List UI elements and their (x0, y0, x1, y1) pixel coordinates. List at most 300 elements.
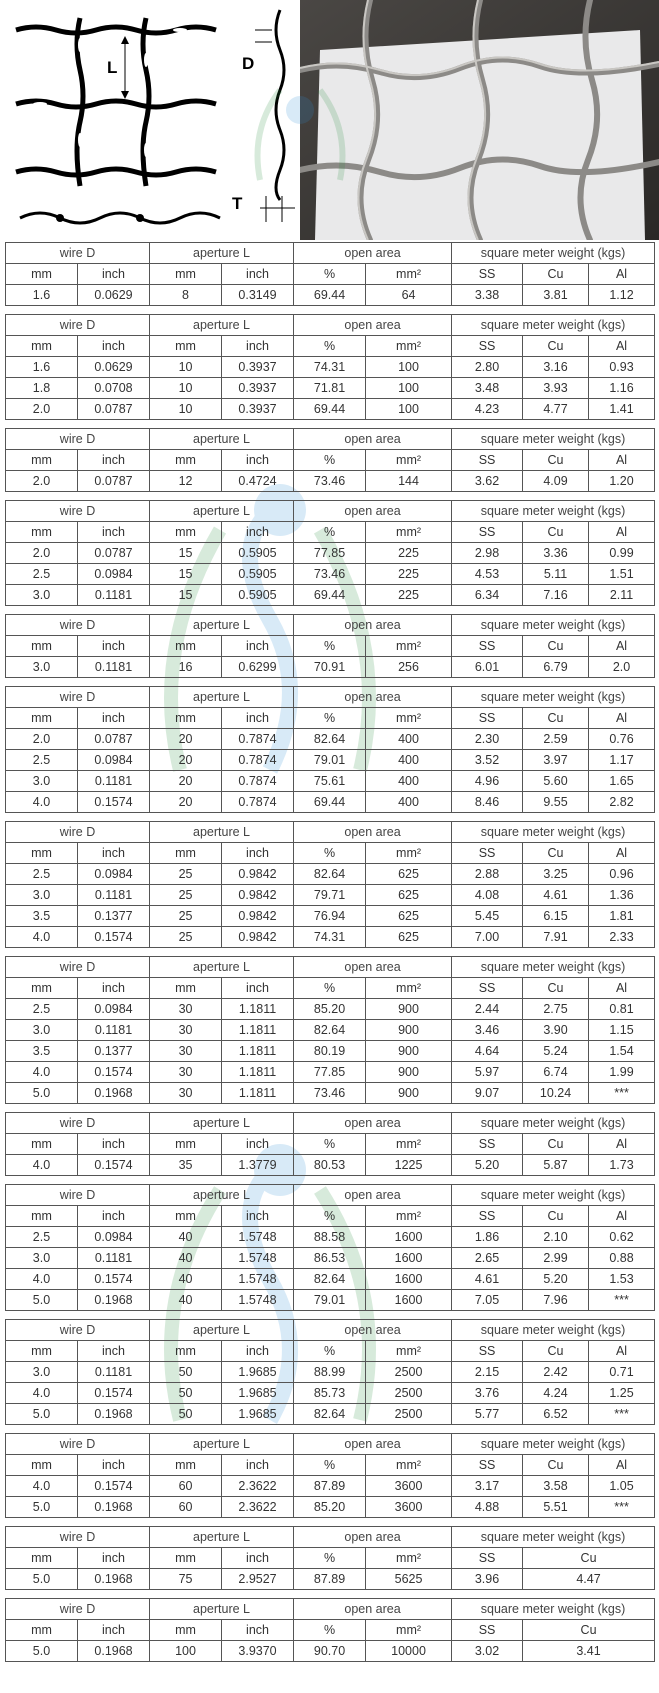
cell-weight-ss: 3.02 (452, 1641, 523, 1662)
unit-header-pct: % (294, 1455, 366, 1476)
cell-weight-ss: 7.05 (452, 1290, 523, 1311)
unit-header-cu: Cu (523, 1620, 655, 1641)
cell-aperture-mm: 15 (150, 585, 222, 606)
cell-wire-inch: 0.1968 (78, 1641, 150, 1662)
cell-weight-ss: 5.45 (452, 906, 523, 927)
cell-aperture-inch: 1.1811 (222, 1083, 294, 1104)
cell-open-area-mm2: 625 (366, 885, 452, 906)
cell-weight-cu: 3.90 (523, 1020, 589, 1041)
spec-table (5, 1526, 655, 1590)
cell-weight-cu: 2.42 (523, 1362, 589, 1383)
unit-header-al: Al (589, 450, 655, 471)
unit-header-pct: % (294, 1620, 366, 1641)
cell-weight-ss: 3.48 (452, 378, 523, 399)
unit-header-row (6, 1134, 655, 1155)
cell-open-area-pct: 80.19 (294, 1041, 366, 1062)
cell-weight-al: 2.11 (589, 585, 655, 606)
unit-header-ss: SS (452, 1341, 523, 1362)
cell-aperture-inch: 0.5905 (222, 543, 294, 564)
cell-open-area-mm2: 256 (366, 657, 452, 678)
cell-aperture-mm: 40 (150, 1290, 222, 1311)
cell-weight-al: 1.53 (589, 1269, 655, 1290)
cell-wire-mm: 4.0 (6, 1269, 78, 1290)
cell-wire-inch: 0.1574 (78, 1269, 150, 1290)
unit-header-inch: inch (222, 336, 294, 357)
cell-open-area-mm2: 2500 (366, 1362, 452, 1383)
cell-wire-mm: 3.0 (6, 585, 78, 606)
cell-weight-cu: 5.51 (523, 1497, 589, 1518)
cell-open-area-pct: 73.46 (294, 564, 366, 585)
cell-aperture-inch: 0.6299 (222, 657, 294, 678)
cell-wire-mm: 4.0 (6, 792, 78, 813)
cell-aperture-mm: 8 (150, 285, 222, 306)
cell-aperture-inch: 1.1811 (222, 1062, 294, 1083)
unit-header-al: Al (589, 264, 655, 285)
unit-header-inch: inch (222, 1548, 294, 1569)
unit-header-mm2: mm² (366, 522, 452, 543)
cell-weight-al: *** (589, 1083, 655, 1104)
cell-open-area-mm2: 5625 (366, 1569, 452, 1590)
cell-wire-inch: 0.1574 (78, 1476, 150, 1497)
cell-open-area-mm2: 625 (366, 927, 452, 948)
cell-weight-al: 1.36 (589, 885, 655, 906)
unit-header-mm: mm (6, 1206, 78, 1227)
unit-header-ss: SS (452, 708, 523, 729)
cell-wire-mm: 2.0 (6, 543, 78, 564)
cell-weight-cu: 3.81 (523, 285, 589, 306)
table-row (6, 564, 655, 585)
unit-header-mm: mm (6, 522, 78, 543)
cell-wire-inch: 0.1968 (78, 1290, 150, 1311)
aperture-group-header: aperture L (150, 501, 294, 522)
unit-header-al: Al (589, 1341, 655, 1362)
unit-header-mm: mm (6, 843, 78, 864)
weight-group-header: square meter weight (kgs) (452, 243, 655, 264)
cell-open-area-pct: 79.01 (294, 750, 366, 771)
unit-header-pct: % (294, 522, 366, 543)
aperture-group-header: aperture L (150, 429, 294, 450)
cell-open-area-pct: 85.73 (294, 1383, 366, 1404)
wire-mesh-photo (300, 0, 659, 240)
cell-wire-inch: 0.1574 (78, 792, 150, 813)
cell-wire-mm: 5.0 (6, 1404, 78, 1425)
unit-header-inch: inch (222, 1341, 294, 1362)
unit-header-al: Al (589, 708, 655, 729)
unit-header-inch: inch (78, 264, 150, 285)
table-row (6, 1041, 655, 1062)
unit-header-pct: % (294, 264, 366, 285)
group-header-row (6, 1320, 655, 1341)
unit-header-mm: mm (150, 843, 222, 864)
cell-weight-al: 1.81 (589, 906, 655, 927)
cell-aperture-mm: 10 (150, 357, 222, 378)
cell-weight-cu: 6.52 (523, 1404, 589, 1425)
cell-aperture-inch: 1.3779 (222, 1155, 294, 1176)
cell-weight-al: 1.73 (589, 1155, 655, 1176)
cell-aperture-inch: 0.9842 (222, 906, 294, 927)
cell-weight-ss: 3.76 (452, 1383, 523, 1404)
wire-group-header: wire D (6, 1113, 150, 1134)
cell-open-area-pct: 77.85 (294, 543, 366, 564)
cell-wire-mm: 3.0 (6, 1020, 78, 1041)
cell-open-area-pct: 69.44 (294, 285, 366, 306)
cell-wire-inch: 0.1181 (78, 1248, 150, 1269)
spec-table (5, 1319, 655, 1425)
wire-group-header: wire D (6, 687, 150, 708)
cell-weight-ss: 4.53 (452, 564, 523, 585)
cell-weight-ss: 4.64 (452, 1041, 523, 1062)
cell-aperture-mm: 75 (150, 1569, 222, 1590)
unit-header-mm2: mm² (366, 843, 452, 864)
unit-header-al: Al (589, 978, 655, 999)
cell-weight-al: 2.33 (589, 927, 655, 948)
table-separator (5, 306, 654, 314)
table-separator (5, 678, 654, 686)
cell-weight-al: 0.93 (589, 357, 655, 378)
wire-group-header: wire D (6, 822, 150, 843)
unit-header-ss: SS (452, 1548, 523, 1569)
unit-header-inch: inch (78, 336, 150, 357)
unit-header-al: Al (589, 522, 655, 543)
cell-open-area-mm2: 225 (366, 543, 452, 564)
wire-group-header: wire D (6, 1185, 150, 1206)
cell-wire-mm: 2.5 (6, 564, 78, 585)
cell-wire-inch: 0.1181 (78, 585, 150, 606)
cell-weight-ss: 4.96 (452, 771, 523, 792)
open-area-group-header: open area (294, 501, 452, 522)
cell-wire-inch: 0.0984 (78, 750, 150, 771)
weight-group-header: square meter weight (kgs) (452, 501, 655, 522)
cell-weight-cu: 5.87 (523, 1155, 589, 1176)
cell-wire-mm: 5.0 (6, 1083, 78, 1104)
unit-header-mm: mm (6, 636, 78, 657)
cell-open-area-mm2: 400 (366, 771, 452, 792)
cell-weight-ss: 3.62 (452, 471, 523, 492)
unit-header-mm: mm (6, 336, 78, 357)
open-area-group-header: open area (294, 822, 452, 843)
unit-header-mm2: mm² (366, 978, 452, 999)
table-row (6, 906, 655, 927)
cell-weight-ss: 3.96 (452, 1569, 523, 1590)
unit-header-inch: inch (78, 522, 150, 543)
wire-group-header: wire D (6, 615, 150, 636)
unit-header-row (6, 1620, 655, 1641)
cell-weight-al: 1.54 (589, 1041, 655, 1062)
cell-open-area-mm2: 1600 (366, 1269, 452, 1290)
spec-table (5, 242, 655, 306)
cell-weight-cu: 2.10 (523, 1227, 589, 1248)
cell-open-area-mm2: 400 (366, 750, 452, 771)
cell-open-area-pct: 76.94 (294, 906, 366, 927)
aperture-group-header: aperture L (150, 615, 294, 636)
unit-header-inch: inch (78, 708, 150, 729)
weight-group-header: square meter weight (kgs) (452, 429, 655, 450)
cell-wire-inch: 0.1181 (78, 1362, 150, 1383)
cell-open-area-pct: 87.89 (294, 1476, 366, 1497)
cell-weight-ss: 4.08 (452, 885, 523, 906)
cell-aperture-mm: 20 (150, 792, 222, 813)
unit-header-row (6, 1455, 655, 1476)
cell-weight-cu: 2.59 (523, 729, 589, 750)
unit-header-ss: SS (452, 1620, 523, 1641)
cell-open-area-mm2: 1600 (366, 1248, 452, 1269)
unit-header-cu: Cu (523, 1206, 589, 1227)
cell-open-area-mm2: 900 (366, 1062, 452, 1083)
table-row (6, 1476, 655, 1497)
cell-aperture-mm: 50 (150, 1383, 222, 1404)
cell-weight-cu: 2.99 (523, 1248, 589, 1269)
cell-aperture-mm: 50 (150, 1362, 222, 1383)
cell-weight-al: 0.96 (589, 864, 655, 885)
unit-header-row (6, 1548, 655, 1569)
table-separator (5, 1518, 654, 1526)
aperture-group-header: aperture L (150, 957, 294, 978)
mesh-photo-svg (300, 0, 659, 240)
cell-aperture-mm: 30 (150, 1020, 222, 1041)
cell-open-area-mm2: 400 (366, 792, 452, 813)
wire-group-header: wire D (6, 1527, 150, 1548)
cell-aperture-mm: 30 (150, 1041, 222, 1062)
group-header-row (6, 429, 655, 450)
unit-header-inch: inch (78, 450, 150, 471)
unit-header-row (6, 636, 655, 657)
cell-weight-al: 0.76 (589, 729, 655, 750)
aperture-group-header: aperture L (150, 1527, 294, 1548)
wire-group-header: wire D (6, 1599, 150, 1620)
cell-aperture-inch: 0.9842 (222, 927, 294, 948)
unit-header-inch: inch (78, 1620, 150, 1641)
cell-wire-mm: 3.0 (6, 657, 78, 678)
weight-group-header: square meter weight (kgs) (452, 315, 655, 336)
group-header-row (6, 822, 655, 843)
spec-table (5, 500, 655, 606)
spec-table (5, 686, 655, 813)
group-header-row (6, 1527, 655, 1548)
cell-weight-cu: 3.36 (523, 543, 589, 564)
unit-header-ss: SS (452, 1134, 523, 1155)
unit-header-inch: inch (78, 1206, 150, 1227)
cell-aperture-inch: 0.7874 (222, 729, 294, 750)
cell-aperture-mm: 30 (150, 999, 222, 1020)
weight-group-header: square meter weight (kgs) (452, 822, 655, 843)
cell-wire-inch: 0.1574 (78, 1155, 150, 1176)
unit-header-mm: mm (150, 1341, 222, 1362)
table-separator (5, 948, 654, 956)
cell-weight-cu: 2.75 (523, 999, 589, 1020)
cell-aperture-inch: 0.5905 (222, 564, 294, 585)
cell-aperture-inch: 1.9685 (222, 1404, 294, 1425)
cell-open-area-mm2: 64 (366, 285, 452, 306)
cell-aperture-mm: 30 (150, 1083, 222, 1104)
unit-header-mm2: mm² (366, 1548, 452, 1569)
cell-wire-mm: 4.0 (6, 1155, 78, 1176)
cell-aperture-inch: 1.1811 (222, 1041, 294, 1062)
cell-aperture-inch: 0.9842 (222, 885, 294, 906)
unit-header-mm2: mm² (366, 1206, 452, 1227)
unit-header-ss: SS (452, 1206, 523, 1227)
mesh-diagram-svg (0, 0, 300, 240)
cell-weight-ss: 3.17 (452, 1476, 523, 1497)
cell-open-area-pct: 77.85 (294, 1062, 366, 1083)
cell-weight-ss: 2.65 (452, 1248, 523, 1269)
cell-wire-inch: 0.0984 (78, 564, 150, 585)
open-area-group-header: open area (294, 429, 452, 450)
cell-open-area-mm2: 10000 (366, 1641, 452, 1662)
table-row (6, 543, 655, 564)
cell-weight-al: *** (589, 1497, 655, 1518)
group-header-row (6, 1434, 655, 1455)
unit-header-mm: mm (150, 336, 222, 357)
weight-group-header: square meter weight (kgs) (452, 1599, 655, 1620)
cell-weight-ss: 3.38 (452, 285, 523, 306)
cell-weight-cu: 4.09 (523, 471, 589, 492)
cell-weight-al: 1.41 (589, 399, 655, 420)
cell-open-area-pct: 79.71 (294, 885, 366, 906)
cell-open-area-pct: 82.64 (294, 1404, 366, 1425)
open-area-group-header: open area (294, 615, 452, 636)
cell-weight-al: 0.88 (589, 1248, 655, 1269)
cell-weight-al: 2.0 (589, 657, 655, 678)
table-row (6, 657, 655, 678)
specification-tables (5, 242, 654, 1662)
unit-header-mm: mm (6, 264, 78, 285)
cell-weight-ss: 9.07 (452, 1083, 523, 1104)
unit-header-mm: mm (6, 978, 78, 999)
cell-weight-ss: 3.46 (452, 1020, 523, 1041)
wire-diameter-label: D (242, 54, 255, 73)
unit-header-pct: % (294, 1206, 366, 1227)
cell-weight-cu: 5.11 (523, 564, 589, 585)
cell-aperture-mm: 40 (150, 1269, 222, 1290)
cell-aperture-mm: 25 (150, 864, 222, 885)
cell-weight-al: 1.20 (589, 471, 655, 492)
open-area-group-header: open area (294, 243, 452, 264)
unit-header-inch: inch (78, 1341, 150, 1362)
table-row (6, 1248, 655, 1269)
aperture-group-header: aperture L (150, 1113, 294, 1134)
spec-table (5, 1184, 655, 1311)
open-area-group-header: open area (294, 315, 452, 336)
cell-wire-inch: 0.0787 (78, 543, 150, 564)
table-row (6, 1290, 655, 1311)
crimped-mesh-diagram (0, 0, 300, 240)
unit-header-mm: mm (150, 450, 222, 471)
unit-header-mm: mm (150, 1548, 222, 1569)
unit-header-cu: Cu (523, 1341, 589, 1362)
cell-weight-ss: 2.80 (452, 357, 523, 378)
cell-aperture-mm: 15 (150, 564, 222, 585)
cell-weight-ss: 3.52 (452, 750, 523, 771)
cell-wire-inch: 0.0787 (78, 471, 150, 492)
cell-aperture-inch: 0.3937 (222, 399, 294, 420)
cell-aperture-mm: 10 (150, 378, 222, 399)
unit-header-mm2: mm² (366, 708, 452, 729)
weight-group-header: square meter weight (kgs) (452, 957, 655, 978)
cell-aperture-inch: 0.7874 (222, 792, 294, 813)
cell-weight-cu: 10.24 (523, 1083, 589, 1104)
unit-header-inch: inch (222, 1206, 294, 1227)
cell-open-area-pct: 80.53 (294, 1155, 366, 1176)
unit-header-mm2: mm² (366, 1341, 452, 1362)
unit-header-inch: inch (222, 1620, 294, 1641)
cell-aperture-inch: 1.9685 (222, 1383, 294, 1404)
cell-open-area-pct: 87.89 (294, 1569, 366, 1590)
unit-header-row (6, 264, 655, 285)
cell-open-area-mm2: 900 (366, 999, 452, 1020)
cell-weight-al: 1.15 (589, 1020, 655, 1041)
cell-wire-mm: 3.5 (6, 906, 78, 927)
cell-wire-mm: 2.5 (6, 1227, 78, 1248)
aperture-group-header: aperture L (150, 1434, 294, 1455)
cell-weight-al: 1.17 (589, 750, 655, 771)
unit-header-ss: SS (452, 450, 523, 471)
cell-aperture-inch: 0.3937 (222, 357, 294, 378)
cell-open-area-pct: 74.31 (294, 927, 366, 948)
cell-weight-cu: 6.79 (523, 657, 589, 678)
cell-weight-al: 0.81 (589, 999, 655, 1020)
unit-header-inch: inch (78, 636, 150, 657)
wire-group-header: wire D (6, 243, 150, 264)
unit-header-al: Al (589, 1206, 655, 1227)
cell-wire-inch: 0.0708 (78, 378, 150, 399)
table-row (6, 1497, 655, 1518)
unit-header-cu: Cu (523, 1548, 655, 1569)
cell-weight-cu: 3.93 (523, 378, 589, 399)
cell-aperture-mm: 20 (150, 750, 222, 771)
cell-open-area-pct: 70.91 (294, 657, 366, 678)
unit-header-row (6, 450, 655, 471)
table-row (6, 585, 655, 606)
unit-header-inch: inch (222, 843, 294, 864)
unit-header-cu: Cu (523, 708, 589, 729)
unit-header-pct: % (294, 1341, 366, 1362)
unit-header-mm: mm (6, 1620, 78, 1641)
wire-group-header: wire D (6, 501, 150, 522)
unit-header-inch: inch (78, 1134, 150, 1155)
cell-open-area-pct: 88.99 (294, 1362, 366, 1383)
table-separator (5, 1590, 654, 1598)
table-row (6, 1569, 655, 1590)
table-row (6, 771, 655, 792)
unit-header-mm: mm (6, 1455, 78, 1476)
cell-wire-inch: 0.0984 (78, 864, 150, 885)
cell-aperture-mm: 40 (150, 1227, 222, 1248)
unit-header-mm2: mm² (366, 450, 452, 471)
cell-wire-inch: 0.1181 (78, 885, 150, 906)
cell-wire-inch: 0.1968 (78, 1569, 150, 1590)
cell-wire-mm: 3.0 (6, 885, 78, 906)
cell-aperture-mm: 50 (150, 1404, 222, 1425)
cell-open-area-mm2: 2500 (366, 1404, 452, 1425)
aperture-group-header: aperture L (150, 1599, 294, 1620)
weight-group-header: square meter weight (kgs) (452, 1185, 655, 1206)
cell-open-area-mm2: 625 (366, 864, 452, 885)
unit-header-ss: SS (452, 636, 523, 657)
spec-table (5, 956, 655, 1104)
cell-wire-inch: 0.1968 (78, 1404, 150, 1425)
cell-weight-cu: 5.60 (523, 771, 589, 792)
table-row (6, 999, 655, 1020)
unit-header-mm2: mm² (366, 336, 452, 357)
cell-aperture-mm: 10 (150, 399, 222, 420)
unit-header-row (6, 843, 655, 864)
unit-header-inch: inch (78, 978, 150, 999)
table-row (6, 1062, 655, 1083)
wire-group-header: wire D (6, 429, 150, 450)
cell-wire-inch: 0.0984 (78, 1227, 150, 1248)
cell-weight-al: 0.71 (589, 1362, 655, 1383)
wire-group-header: wire D (6, 315, 150, 336)
